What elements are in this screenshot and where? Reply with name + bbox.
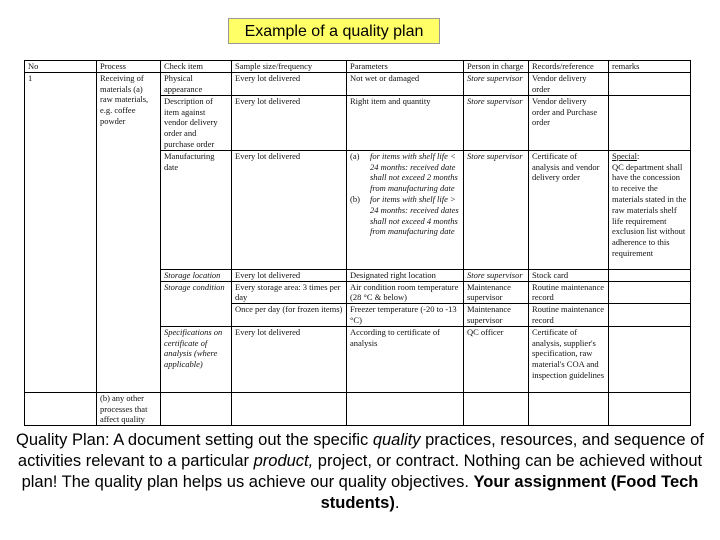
empty-cell [347,392,464,425]
remarks [609,72,691,95]
person-in-charge: Store supervisor [464,150,529,269]
header-cell: remarks [609,61,691,73]
caption [14,430,706,514]
table-header-row [25,61,691,73]
caption-italic: quality [372,431,421,449]
header-cell: Records/reference [529,61,609,73]
caption-italic: product, [253,452,314,470]
check-item: Manufacturing date [161,150,232,269]
sample-frequency: Every lot delivered [232,95,347,150]
person-in-charge: Store supervisor [464,269,529,281]
header-cell: Parameters [347,61,464,73]
records: Routine maintenance record [529,304,609,327]
header-cell: Person in charge [464,61,529,73]
parameters: According to certificate of analysis [347,326,464,392]
remarks-text: QC department shall have the concession to receive the materials stated in the raw materials shelf life requirement exclusion list without adherence to this requirement [612,161,687,258]
quality-plan-table [24,60,691,426]
header-cell: No [25,61,97,73]
remarks [609,281,691,304]
parameters: Not wet or damaged [347,72,464,95]
check-item: Physical appearance [161,72,232,95]
sample-frequency: Every lot delivered [232,269,347,281]
param-text: for items with shelf life < 24 months: received date shall not exceed 2 months from manufacturing date [370,150,458,194]
empty-cell [232,392,347,425]
remarks [609,326,691,392]
check-item: Description of item against vendor delivery order and purchase order [161,95,232,150]
empty-cell [25,392,97,425]
param-text: for items with shelf life > 24 months: received dates shall not exceed 4 months from manufacturing date [370,193,459,237]
process-cell: Receiving of materials (a) raw materials, e.g. coffee powder [97,72,161,392]
person-in-charge: Maintenance supervisor [464,304,529,327]
sample-frequency: Every lot delivered [232,326,347,392]
check-item: Storage condition [161,281,232,326]
slide-title: Example of a quality plan [228,18,440,44]
header-cell: Process [97,61,161,73]
caption-text: : A document setting out the specific [105,431,373,449]
assignment-note: Your assignment (Food Tech students) [320,473,699,512]
person-in-charge: Store supervisor [464,72,529,95]
caption-text: practices, resources, and sequence of activities relevant to a particular [17,431,704,470]
parameters: Air condition room temperature (28 °C & below) [347,281,464,304]
row-number: 1 [25,72,97,392]
person-in-charge: Maintenance supervisor [464,281,529,304]
remarks [609,95,691,150]
records: Vendor delivery order [529,72,609,95]
header-cell: Sample size/frequency [232,61,347,73]
remarks: Special: QC department shall have the concession to receive the materials stated in the raw materials shelf life requirement exclusion list without adherence to this requirement [609,150,691,269]
records: Certificate of analysis, supplier's specification, raw material's COA and inspection guidelines [529,326,609,392]
caption-text: project, or contract. Nothing can be achieved without plan! The quality plan helps us achieve our quality objectives. [21,452,703,491]
param-label: (b) [350,193,360,204]
process-cell: (b) any other processes that affect quality [97,392,161,425]
person-in-charge: QC officer [464,326,529,392]
sample-frequency: Every lot delivered [232,72,347,95]
parameters [347,150,464,269]
sample-frequency: Every storage area: 3 times per day [232,281,347,304]
sample-frequency: Once per day (for frozen items) [232,304,347,327]
empty-cell [161,392,232,425]
parameters: Right item and quantity [347,95,464,150]
records: Certificate of analysis and vendor delivery order [529,150,609,269]
remarks [609,304,691,327]
parameters: Designated right location [347,269,464,281]
caption-text: . [394,494,400,512]
remarks [609,269,691,281]
check-item: Storage location [161,269,232,281]
parameters: Freezer temperature (-20 to -13 °C) [347,304,464,327]
empty-cell [609,392,691,425]
param-label: (a) [350,150,360,161]
caption-term: Quality Plan [16,431,105,449]
records: Vendor delivery order and Purchase order [529,95,609,150]
empty-cell [464,392,529,425]
person-in-charge: Store supervisor [464,95,529,150]
table-row [25,72,691,95]
header-cell: Check item [161,61,232,73]
sample-frequency: Every lot delivered [232,150,347,269]
remarks-label: Special [612,150,638,161]
check-item: Specifications on certificate of analysis (where applicable) [161,326,232,392]
records: Routine maintenance record [529,281,609,304]
table-row [25,392,691,425]
records: Stock card [529,269,609,281]
empty-cell [529,392,609,425]
